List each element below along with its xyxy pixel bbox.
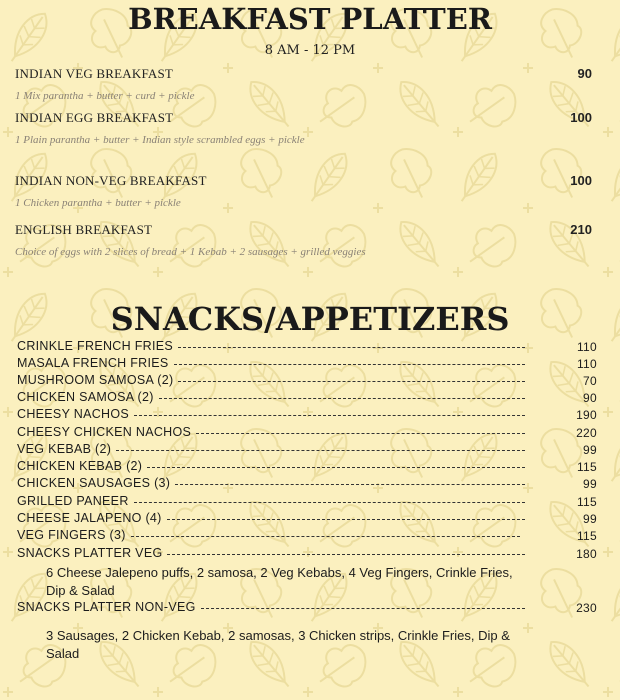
- breakfast-item-name: ENGLISH BREAKFAST: [15, 222, 153, 237]
- breakfast-item-price: 90: [577, 66, 592, 81]
- snack-row: [17, 600, 607, 617]
- dotted-leader: [167, 554, 525, 555]
- snack-row: [17, 494, 607, 511]
- snack-item-name: SNACKS PLATTER VEG: [17, 546, 163, 560]
- snack-item-price: 99: [583, 443, 597, 457]
- breakfast-item-indian-non-veg: [15, 173, 595, 209]
- snack-row: [17, 339, 607, 356]
- dotted-leader: [178, 347, 525, 348]
- snack-item-price: 230: [576, 601, 597, 615]
- breakfast-item-name: INDIAN NON-VEG BREAKFAST: [15, 173, 207, 188]
- snack-row: [17, 407, 607, 424]
- dotted-leader: [175, 484, 525, 485]
- snack-item-name: SNACKS PLATTER NON-VEG: [17, 600, 196, 614]
- breakfast-item-price: 100: [570, 110, 592, 125]
- snacks-platter-nonveg-desc: 3 Sausages, 2 Chicken Kebab, 2 samosas, 3 Chicken strips, Crinkle Fries, Dip & Salad: [46, 628, 510, 661]
- snack-row: [17, 442, 607, 459]
- snack-row: [17, 390, 607, 407]
- breakfast-item-indian-veg: [15, 66, 595, 102]
- breakfast-item-desc: 1 Plain parantha + butter + Indian style scrambled eggs + pickle: [15, 134, 305, 146]
- breakfast-item-price: 100: [570, 173, 592, 188]
- snack-row: [17, 546, 607, 563]
- dotted-leader: [201, 608, 525, 609]
- dotted-leader: [134, 415, 525, 416]
- snack-item-price: 115: [576, 495, 597, 509]
- snack-row: [17, 528, 607, 545]
- snack-item-price: 115: [576, 460, 597, 474]
- snack-item-price: 110: [576, 357, 597, 371]
- breakfast-item-indian-egg: [15, 110, 595, 146]
- dotted-leader: [174, 364, 525, 365]
- snack-item-price: 70: [583, 374, 597, 388]
- snack-item-price: 110: [576, 340, 597, 354]
- dotted-leader: [196, 433, 525, 434]
- snack-row: [17, 459, 607, 476]
- snack-item-price: 180: [576, 547, 597, 561]
- breakfast-item-name: INDIAN VEG BREAKFAST: [15, 66, 174, 81]
- snack-item-price: 99: [583, 477, 597, 491]
- snack-item-name: CHEESE JALAPENO (4): [17, 511, 162, 525]
- snack-item-name: CHICKEN KEBAB (2): [17, 459, 143, 473]
- snack-item-name: CHICKEN SAUSAGES (3): [17, 476, 171, 490]
- snack-item-name: CHICKEN SAMOSA (2): [17, 390, 154, 404]
- snack-row: [17, 356, 607, 373]
- breakfast-item-name: INDIAN EGG BREAKFAST: [15, 110, 174, 125]
- dotted-leader: [159, 398, 525, 399]
- snack-row: [17, 476, 607, 493]
- breakfast-section-title: BREAKFAST PLATTER: [128, 2, 492, 36]
- dotted-leader: [131, 536, 520, 537]
- snack-item-name: CHEESY NACHOS: [17, 407, 130, 421]
- snacks-section-title: SNACKS/APPETIZERS: [110, 300, 510, 338]
- dotted-leader: [178, 381, 525, 382]
- snack-row: [17, 511, 607, 528]
- snack-item-name: VEG KEBAB (2): [17, 442, 112, 456]
- snack-item-name: CRINKLE FRENCH FRIES: [17, 339, 174, 353]
- snack-item-price: 190: [576, 408, 597, 422]
- breakfast-item-desc: 1 Mix parantha + butter + curd + pickle: [15, 90, 195, 102]
- dotted-leader: [167, 519, 525, 520]
- snack-item-name: MASALA FRENCH FRIES: [17, 356, 169, 370]
- snack-item-price: 115: [576, 529, 597, 543]
- snack-row: [17, 425, 607, 442]
- breakfast-item-price: 210: [570, 222, 592, 237]
- snack-item-name: CHEESY CHICKEN NACHOS: [17, 425, 192, 439]
- snacks-platter-veg-desc: 6 Cheese Jalepeno puffs, 2 samosa, 2 Veg Kebabs, 4 Veg Fingers, Crinkle Fries, Dip & Salad: [46, 565, 513, 598]
- dotted-leader: [134, 502, 525, 503]
- snack-item-price: 90: [583, 391, 597, 405]
- breakfast-item-english: [15, 222, 595, 258]
- dotted-leader: [116, 450, 525, 451]
- snack-item-name: MUSHROOM SAMOSA (2): [17, 373, 174, 387]
- dotted-leader: [147, 467, 525, 468]
- snack-item-price: 99: [583, 512, 597, 526]
- snack-item-price: 220: [576, 426, 597, 440]
- snack-item-name: VEG FINGERS (3): [17, 528, 126, 542]
- breakfast-item-desc: Choice of eggs with 2 slices of bread + 1 Kebab + 2 sausages + grilled veggies: [15, 246, 366, 258]
- breakfast-hours: 8 AM - 12 PM: [264, 43, 356, 58]
- snack-item-name: GRILLED PANEER: [17, 494, 129, 508]
- breakfast-item-desc: 1 Chicken parantha + butter + pickle: [15, 197, 181, 209]
- snack-row: [17, 373, 607, 390]
